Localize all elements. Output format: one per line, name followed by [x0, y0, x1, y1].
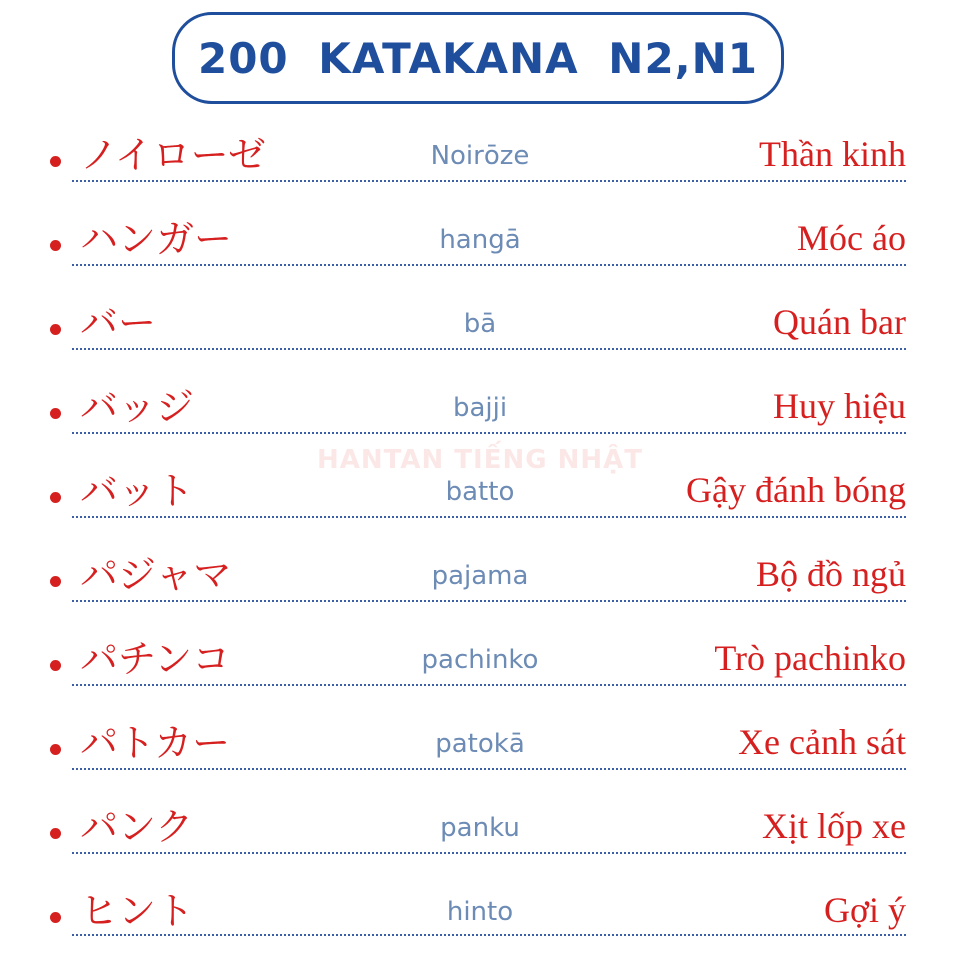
katakana-word: ノイローゼ: [80, 133, 266, 177]
dotted-divider: [72, 852, 906, 854]
bullet-icon: [50, 408, 61, 419]
romaji-reading: panku: [440, 813, 520, 843]
vocab-row: [0, 116, 960, 200]
katakana-word: ハンガー: [80, 217, 233, 261]
vocab-row: [0, 284, 960, 368]
katakana-word: パンク: [80, 805, 194, 849]
bullet-icon: [50, 324, 61, 335]
dotted-divider: [72, 348, 906, 350]
watermark: HANTAN TIẾNG NHẬT: [317, 445, 643, 475]
vocab-row: [0, 368, 960, 452]
romaji-reading: bā: [463, 309, 497, 339]
vocab-row: [0, 788, 960, 872]
romaji-reading: pachinko: [421, 645, 539, 675]
katakana-word: パジャマ: [80, 553, 232, 597]
katakana-word: パトカー: [80, 721, 231, 765]
vietnamese-meaning: Thần kinh: [759, 134, 906, 174]
vocab-row: [0, 452, 960, 536]
vietnamese-meaning: Gậy đánh bóng: [686, 470, 906, 510]
vocab-row: [0, 536, 960, 620]
romaji-reading: hinto: [446, 897, 514, 927]
katakana-word: バッジ: [80, 385, 195, 429]
vocab-row: [0, 620, 960, 704]
katakana-word: パチンコ: [80, 637, 231, 681]
dotted-divider: [72, 516, 906, 518]
vietnamese-meaning: Móc áo: [797, 218, 906, 258]
vocab-row: [0, 704, 960, 788]
bullet-icon: [50, 240, 61, 251]
dotted-divider: [72, 934, 906, 936]
katakana-word: バット: [80, 469, 195, 513]
bullet-icon: [50, 492, 61, 503]
romaji-reading: patokā: [435, 729, 525, 759]
vietnamese-meaning: Gợi ý: [823, 890, 906, 930]
dotted-divider: [72, 432, 906, 434]
dotted-divider: [72, 768, 906, 770]
vocab-row: [0, 200, 960, 284]
bullet-icon: [50, 912, 61, 923]
bullet-icon: [50, 744, 61, 755]
romaji-reading: bajji: [452, 393, 508, 423]
romaji-reading: hangā: [439, 225, 521, 255]
vietnamese-meaning: Xe cảnh sát: [738, 722, 906, 762]
bullet-icon: [50, 576, 61, 587]
title-box: [172, 12, 784, 104]
katakana-word: バー: [80, 301, 157, 345]
page-title: 200 KATAKANA N2,N1: [197, 33, 758, 83]
dotted-divider: [72, 600, 906, 602]
vietnamese-meaning: Bộ đồ ngủ: [755, 554, 906, 594]
vietnamese-meaning: Quán bar: [773, 302, 906, 342]
bullet-icon: [50, 156, 61, 167]
bullet-icon: [50, 828, 61, 839]
bullet-icon: [50, 660, 61, 671]
vietnamese-meaning: Trò pachinko: [714, 638, 906, 678]
dotted-divider: [72, 180, 906, 182]
romaji-reading: pajama: [431, 561, 529, 591]
vocab-row: [0, 872, 960, 956]
romaji-reading: Noirōze: [430, 141, 530, 171]
dotted-divider: [72, 684, 906, 686]
katakana-word: ヒント: [80, 889, 195, 933]
vietnamese-meaning: Xịt lốp xe: [762, 806, 906, 846]
romaji-reading: batto: [445, 477, 515, 507]
dotted-divider: [72, 264, 906, 266]
vietnamese-meaning: Huy hiệu: [773, 386, 906, 426]
